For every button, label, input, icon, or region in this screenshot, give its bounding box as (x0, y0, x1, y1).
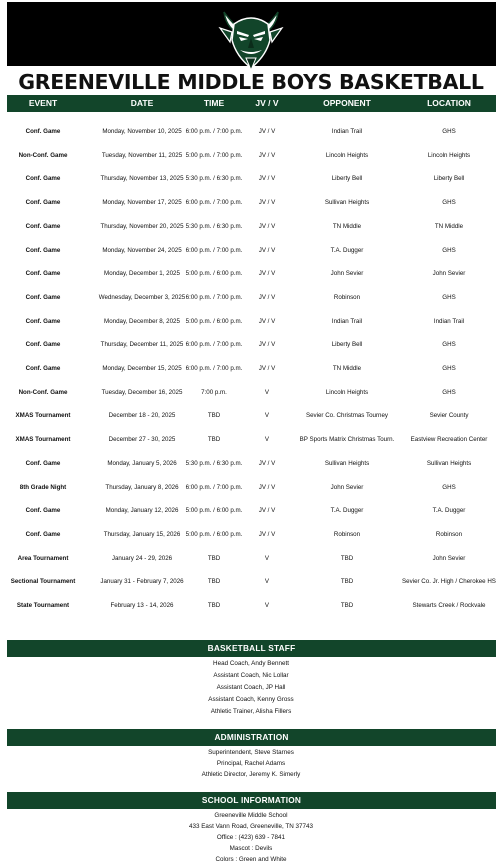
opponent-cell: John Sevier (330, 270, 364, 278)
opponent-cell: BP Sports Matrix Christmas Tourn. (299, 436, 395, 444)
opponent-cell: Robinson (333, 293, 361, 301)
date-cell: Monday, December 1, 2025 (104, 270, 180, 278)
time-cell: TBD (207, 436, 221, 444)
school-info-line: Colors : Green and White (215, 856, 287, 863)
location-cell: Robinson (435, 530, 463, 538)
event-cell: Conf. Game (25, 341, 61, 349)
date-cell: Monday, November 24, 2025 (102, 246, 182, 254)
administration-line: Athletic Director, Jeremy K. Simerly (201, 771, 301, 778)
opponent-cell: Sevier Co. Christmas Tourney (305, 412, 389, 420)
table-row (7, 191, 496, 215)
time-cell: 5:00 p.m. / 7:00 p.m. (185, 151, 243, 159)
location-cell: Sevier County (429, 412, 469, 420)
level-cell: JV / V (258, 483, 276, 491)
table-row (7, 452, 496, 476)
date-cell: Thursday, January 8, 2026 (105, 483, 179, 491)
location-cell: Stewarts Creek / Rockvale (412, 602, 486, 609)
event-cell: XMAS Tournament (15, 412, 71, 420)
time-cell: 5:00 p.m. / 6:00 p.m. (185, 270, 243, 278)
level-cell: V (264, 578, 270, 586)
school-info-line: 433 East Vann Road, Greeneville, TN 37743 (188, 823, 314, 830)
location-cell: GHS (442, 199, 456, 207)
opponent-cell: Lincoln Heights (325, 388, 369, 396)
location-cell: Indian Trail (433, 317, 465, 325)
time-cell: 5:30 p.m. / 6:30 p.m. (185, 222, 243, 230)
opponent-cell: Indian Trail (331, 128, 363, 135)
opponent-cell: TN Middle (332, 222, 362, 230)
location-cell: John Sevier (432, 554, 466, 562)
header-opponent: OPPONENT (323, 98, 371, 108)
header-event: EVENT (28, 98, 58, 108)
level-cell: JV / V (258, 151, 276, 159)
location-cell: Liberty Bell (433, 175, 465, 183)
time-cell: 5:30 p.m. / 6:30 p.m. (185, 175, 243, 183)
staff-line: Head Coach, Andy Bennett (213, 660, 289, 667)
location-cell: TN Middle (434, 222, 464, 230)
time-cell: 6:00 p.m. / 7:00 p.m. (185, 246, 243, 254)
table-row (7, 357, 496, 381)
date-cell: Thursday, January 15, 2026 (103, 530, 181, 538)
location-cell: Sullivan Heights (426, 459, 472, 467)
opponent-cell: TBD (340, 554, 354, 562)
date-cell: Thursday, November 13, 2025 (100, 175, 184, 183)
location-cell: Lincoln Heights (427, 151, 471, 159)
staff-line: Assistant Coach, Kenny Gross (208, 696, 294, 703)
location-cell: GHS (442, 293, 456, 301)
time-cell: 6:00 p.m. / 7:00 p.m. (185, 483, 243, 491)
event-cell: XMAS Tournament (15, 436, 71, 444)
level-cell: JV / V (258, 270, 276, 278)
location-cell: GHS (442, 388, 456, 396)
opponent-cell: John Sevier (330, 483, 364, 491)
level-cell: JV / V (258, 459, 276, 467)
level-cell: JV / V (258, 175, 276, 183)
time-cell: TBD (207, 578, 221, 586)
opponent-cell: Robinson (333, 530, 361, 538)
table-row (7, 239, 496, 263)
table-row (7, 144, 496, 168)
administration-section-bar (7, 729, 496, 746)
devil-mascot-icon (196, 4, 306, 70)
opponent-cell: Liberty Bell (331, 341, 363, 349)
event-cell: Conf. Game (25, 507, 61, 515)
time-cell: 7:00 p.m. (201, 388, 227, 396)
table-row (7, 523, 496, 547)
event-cell: 8th Grade Night (19, 483, 67, 491)
school-info-section-bar (7, 792, 496, 809)
location-cell: GHS (442, 246, 456, 254)
event-cell: Conf. Game (25, 175, 61, 183)
staff-heading: BASKETBALL STAFF (207, 643, 296, 653)
event-cell: Conf. Game (25, 365, 61, 372)
level-cell: JV / V (258, 507, 276, 515)
location-cell: GHS (442, 128, 456, 135)
event-cell: Conf. Game (25, 459, 61, 467)
table-row (7, 215, 496, 239)
administration-heading: ADMINISTRATION (214, 732, 289, 742)
location-cell: Sevier Co. Jr. High / Cherokee HS (402, 578, 496, 586)
table-row (7, 262, 496, 286)
level-cell: V (264, 388, 270, 396)
page-title: GREENEVILLE MIDDLE BOYS BASKETBALL (18, 70, 484, 94)
event-cell: Non-Conf. Game (18, 151, 68, 159)
header-location: LOCATION (427, 98, 471, 108)
header-level: JV / V (255, 98, 279, 108)
opponent-cell: Sullivan Heights (324, 459, 370, 467)
school-info-line: Office : (423) 639 - 7841 (216, 834, 286, 841)
staff-line: Assistant Coach, Nic Lollar (213, 672, 289, 679)
level-cell: V (264, 436, 270, 444)
school-info-line: Mascot : Devils (229, 845, 273, 852)
time-cell: 5:00 p.m. / 6:00 p.m. (185, 507, 243, 515)
date-cell: Monday, January 12, 2026 (105, 507, 179, 515)
time-cell: 6:00 p.m. / 7:00 p.m. (185, 365, 243, 372)
table-row (7, 476, 496, 500)
date-cell: December 27 - 30, 2025 (108, 436, 176, 444)
event-cell: Conf. Game (25, 270, 61, 278)
time-cell: TBD (207, 554, 221, 562)
event-cell: Conf. Game (25, 246, 61, 254)
staff-section-bar (7, 640, 496, 657)
time-cell: TBD (207, 412, 221, 420)
time-cell: 6:00 p.m. / 7:00 p.m. (185, 128, 243, 135)
schedule-header-row (7, 95, 496, 112)
staff-line: Assistant Coach, JP Hall (216, 684, 286, 691)
level-cell: V (264, 554, 270, 562)
level-cell: JV / V (258, 246, 276, 254)
time-cell: 6:00 p.m. / 7:00 p.m. (185, 341, 243, 349)
event-cell: Conf. Game (25, 128, 61, 135)
administration-line: Principal, Rachel Adams (216, 760, 286, 767)
event-cell: State Tournament (16, 602, 70, 609)
time-cell: 6:00 p.m. / 7:00 p.m. (185, 199, 243, 207)
opponent-cell: TBD (340, 578, 354, 586)
level-cell: JV / V (258, 199, 276, 207)
header-date: DATE (130, 98, 154, 108)
level-cell: V (264, 412, 270, 420)
event-cell: Conf. Game (25, 530, 61, 538)
time-cell: 5:00 p.m. / 6:00 p.m. (185, 530, 243, 538)
opponent-cell: Sullivan Heights (324, 199, 370, 207)
date-cell: February 13 - 14, 2026 (110, 602, 174, 609)
opponent-cell: TBD (340, 602, 354, 609)
date-cell: Tuesday, December 16, 2025 (101, 388, 183, 396)
level-cell: V (264, 602, 270, 609)
administration-line: Superintendent, Steve Starnes (208, 749, 294, 756)
date-cell: Tuesday, November 11, 2025 (101, 151, 183, 159)
date-cell: January 31 - February 7, 2026 (100, 578, 184, 586)
table-row (7, 333, 496, 357)
level-cell: JV / V (258, 293, 276, 301)
date-cell: Monday, December 15, 2025 (102, 365, 182, 372)
table-row (7, 120, 496, 144)
level-cell: JV / V (258, 222, 276, 230)
opponent-cell: Indian Trail (331, 317, 363, 325)
school-info-line: Greeneville Middle School (214, 812, 288, 819)
level-cell: JV / V (258, 530, 276, 538)
event-cell: Sectional Tournament (10, 578, 76, 586)
time-cell: 5:30 p.m. / 6:30 p.m. (185, 459, 243, 467)
time-cell: 5:00 p.m. / 6:00 p.m. (185, 317, 243, 325)
date-cell: January 24 - 29, 2026 (111, 554, 173, 562)
date-cell: Thursday, December 11, 2025 (100, 341, 184, 349)
time-cell: 6:00 p.m. / 7:00 p.m. (185, 293, 243, 301)
date-cell: Wednesday, December 3, 2025 (98, 293, 186, 301)
location-cell: GHS (442, 483, 456, 491)
location-cell: T.A. Dugger (432, 507, 466, 515)
level-cell: JV / V (258, 365, 276, 372)
location-cell: GHS (442, 365, 456, 372)
location-cell: GHS (442, 341, 456, 349)
table-row (7, 499, 496, 523)
date-cell: Monday, November 10, 2025 (102, 128, 182, 135)
event-cell: Conf. Game (25, 199, 61, 207)
table-row (7, 547, 496, 571)
staff-line: Athletic Trainer, Alisha Fillers (210, 708, 292, 715)
opponent-cell: TN Middle (332, 365, 362, 372)
table-row (7, 381, 496, 405)
opponent-cell: T.A. Dugger (330, 507, 364, 515)
table-row (7, 570, 496, 594)
table-row (7, 310, 496, 334)
level-cell: JV / V (258, 341, 276, 349)
table-row (7, 404, 496, 428)
opponent-cell: Liberty Bell (331, 175, 363, 183)
table-row (7, 286, 496, 310)
event-cell: Non-Conf. Game (18, 388, 68, 396)
date-cell: December 18 - 20, 2025 (108, 412, 176, 420)
date-cell: Thursday, November 20, 2025 (100, 222, 184, 230)
date-cell: Monday, November 17, 2025 (102, 199, 182, 207)
date-cell: Monday, December 8, 2025 (104, 317, 180, 325)
event-cell: Conf. Game (25, 293, 61, 301)
table-row (7, 594, 496, 618)
header-time: TIME (203, 98, 225, 108)
event-cell: Conf. Game (25, 317, 61, 325)
school-info-heading: SCHOOL INFORMATION (201, 795, 302, 805)
level-cell: JV / V (258, 128, 276, 135)
location-cell: John Sevier (432, 270, 466, 278)
location-cell: Eastview Recreation Center (410, 436, 488, 444)
table-row (7, 428, 496, 452)
event-cell: Area Tournament (17, 554, 69, 562)
time-cell: TBD (207, 602, 221, 609)
level-cell: JV / V (258, 317, 276, 325)
event-cell: Conf. Game (25, 222, 61, 230)
opponent-cell: Lincoln Heights (325, 151, 369, 159)
date-cell: Monday, January 5, 2026 (107, 459, 177, 467)
table-row (7, 167, 496, 191)
opponent-cell: T.A. Dugger (330, 246, 364, 254)
